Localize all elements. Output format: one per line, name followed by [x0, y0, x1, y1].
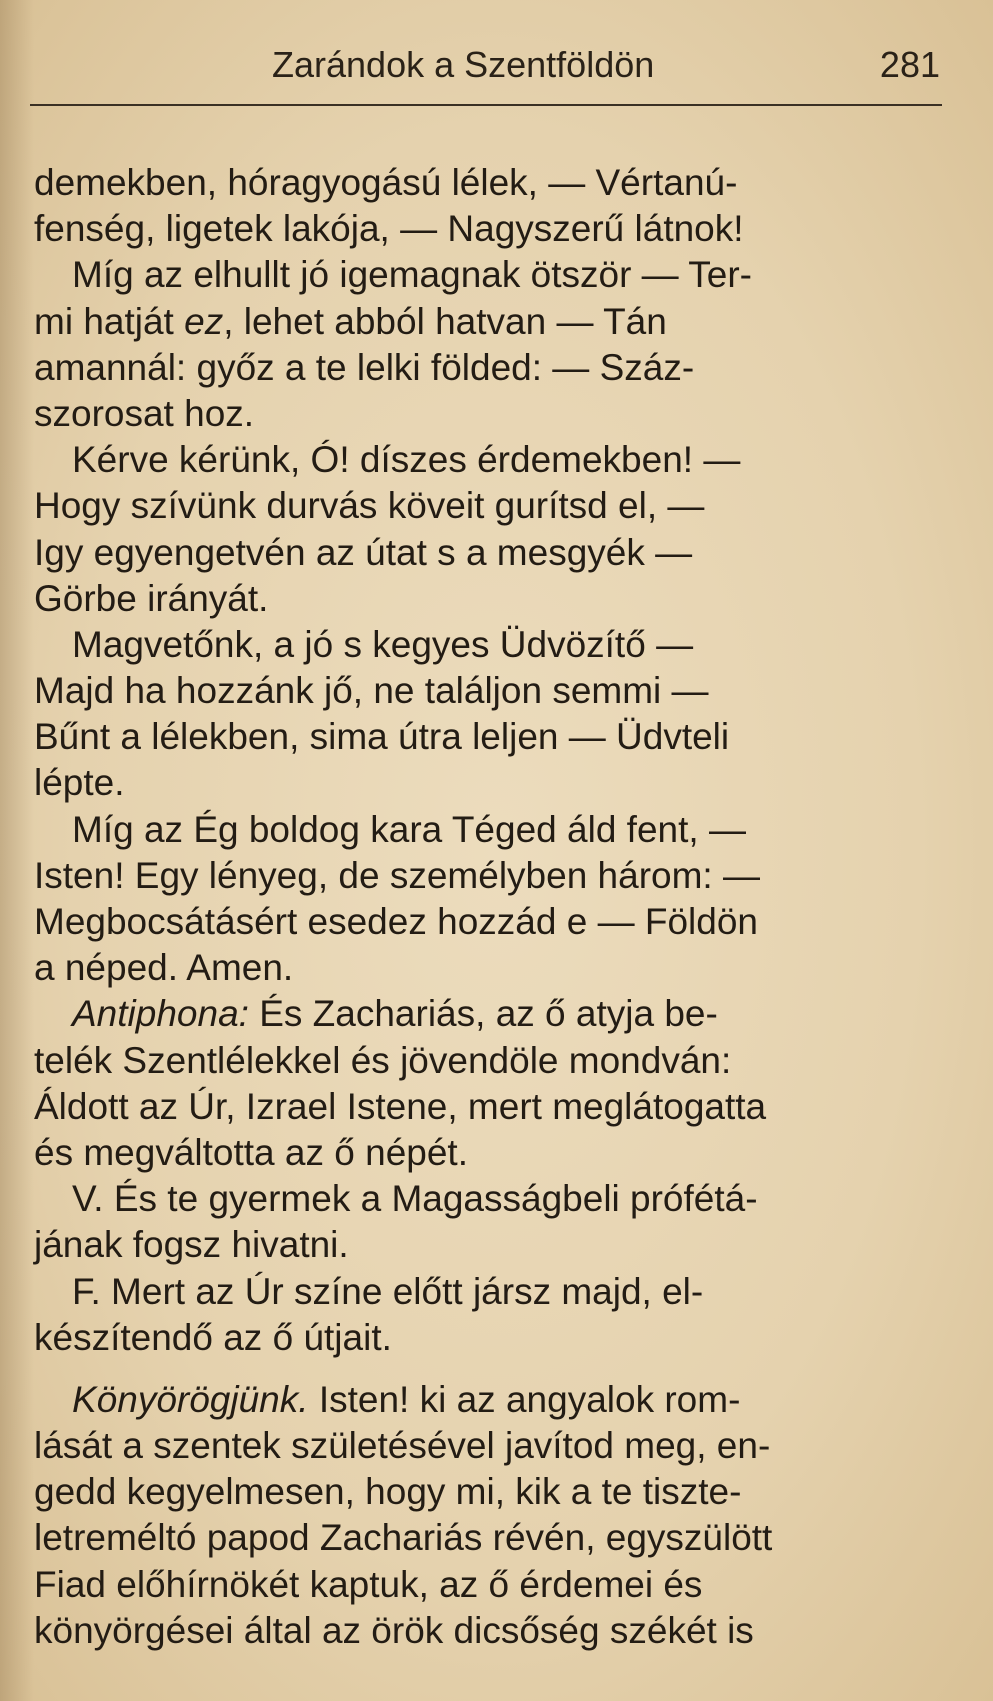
text-line: [34, 1084, 954, 1130]
text-line-content: Igy egyengetvén az útat s a mesgyék —: [34, 531, 693, 573]
text-line-content: letreméltó papod Zachariás révén, egyszülött: [34, 1517, 773, 1559]
text-line: [34, 576, 954, 622]
page-number: 281: [879, 44, 940, 85]
text-line: [34, 1176, 954, 1222]
running-title: Zarándok a Szentföldön: [272, 44, 655, 85]
text-line: [34, 1130, 954, 1176]
text-line: [34, 483, 954, 529]
text-line-content: Míg az Ég boldog kara Téged áld fent, —: [72, 808, 746, 850]
text-line-content: demekben, hóragyogású lélek, — Vértanú-: [34, 162, 738, 203]
text-line: [34, 760, 954, 806]
text-line-content: Isten! ki az angyalok rom-: [308, 1378, 741, 1420]
text-line: [34, 1315, 954, 1361]
text-line: [34, 1608, 954, 1654]
italic-text: ez: [184, 300, 224, 342]
italic-text: Antiphona:: [72, 993, 249, 1035]
text-line-content: amannál: győz a te lelki földed: — Száz-: [34, 346, 695, 388]
text-line-content: Bűnt a lélekben, sima útra leljen — Üdvteli: [34, 716, 730, 758]
text-line-content: lépte.: [34, 762, 125, 804]
body-text: [34, 160, 954, 1654]
text-line: [34, 714, 954, 760]
text-line-content: telék Szentlélekkel és jövendöle mondván:: [34, 1039, 732, 1081]
text-line: [34, 160, 954, 206]
text-line: [34, 899, 954, 945]
italic-text: Könyörögjünk.: [72, 1378, 309, 1420]
text-line: [34, 807, 954, 853]
text-line: [34, 622, 954, 668]
text-line-content: F. Mert az Úr színe előtt jársz majd, el-: [72, 1270, 704, 1312]
text-line-content: a néped. Amen.: [34, 947, 294, 989]
text-line: [34, 299, 954, 345]
text-line-content: szorosat hoz.: [34, 392, 255, 434]
header-rule: [30, 104, 942, 106]
text-line-content: Magvetőnk, a jó s kegyes Üdvözítő —: [72, 623, 694, 665]
text-line: [34, 668, 954, 714]
text-line: [34, 991, 954, 1037]
text-line: [34, 1515, 954, 1561]
text-line: [34, 1222, 954, 1268]
text-line-content: Isten! Egy lényeg, de személyben három: —: [34, 854, 760, 896]
text-line: [34, 853, 954, 899]
text-line: [34, 1377, 954, 1423]
text-line: [34, 345, 954, 391]
text-line-content: És Zachariás, az ő atyja be-: [248, 993, 718, 1035]
text-line-content: Megbocsátásért esedez hozzád e — Földön: [34, 901, 758, 942]
text-line-content: V. És te gyermek a Magasságbeli prófétá-: [72, 1178, 758, 1220]
text-line-content: lását a szentek születésével javítod meg, en-: [34, 1425, 771, 1467]
gutter-shadow: [0, 0, 34, 1701]
text-line-content: fenség, ligetek lakója, — Nagyszerű látnok!: [34, 208, 744, 250]
text-line: [34, 945, 954, 991]
text-line: [34, 1269, 954, 1315]
text-line-content: Majd ha hozzánk jő, ne találjon semmi —: [34, 670, 709, 712]
text-line-content: könyörgései által az örök dicsőség székét is: [34, 1609, 754, 1651]
text-line-prefix: mi hatját: [34, 300, 185, 342]
text-line-content: Görbe irányát.: [34, 577, 269, 619]
text-line-content: és megváltotta az ő népét.: [34, 1131, 468, 1173]
text-line: [34, 437, 954, 483]
text-line-content: Áldott az Úr, Izrael Istene, mert meglátogatta: [34, 1085, 767, 1127]
text-line: [34, 252, 954, 298]
text-line: [34, 206, 954, 252]
text-line: [34, 1423, 954, 1469]
text-line-content: jának fogsz hivatni.: [34, 1224, 349, 1266]
text-line: [34, 530, 954, 576]
text-line-content: , lehet abból hatvan — Tán: [223, 300, 667, 342]
text-line-content: Fiad előhírnökét kaptuk, az ő érdemei és: [34, 1563, 703, 1605]
text-line-content: gedd kegyelmesen, hogy mi, kik a te tiszte-: [34, 1471, 742, 1513]
text-line: [34, 1038, 954, 1084]
page-header: [30, 44, 940, 94]
text-line-content: készítendő az ő útjait.: [34, 1316, 392, 1358]
text-line-content: Míg az elhullt jó igemagnak ötször — Ter-: [72, 254, 753, 296]
text-line-content: Hogy szívünk durvás köveit gurítsd el, —: [34, 485, 705, 527]
text-line: [34, 1562, 954, 1608]
text-line-content: Kérve kérünk, Ó! díszes érdemekben! —: [72, 439, 741, 481]
text-line: [34, 1469, 954, 1515]
text-line: [34, 391, 954, 437]
